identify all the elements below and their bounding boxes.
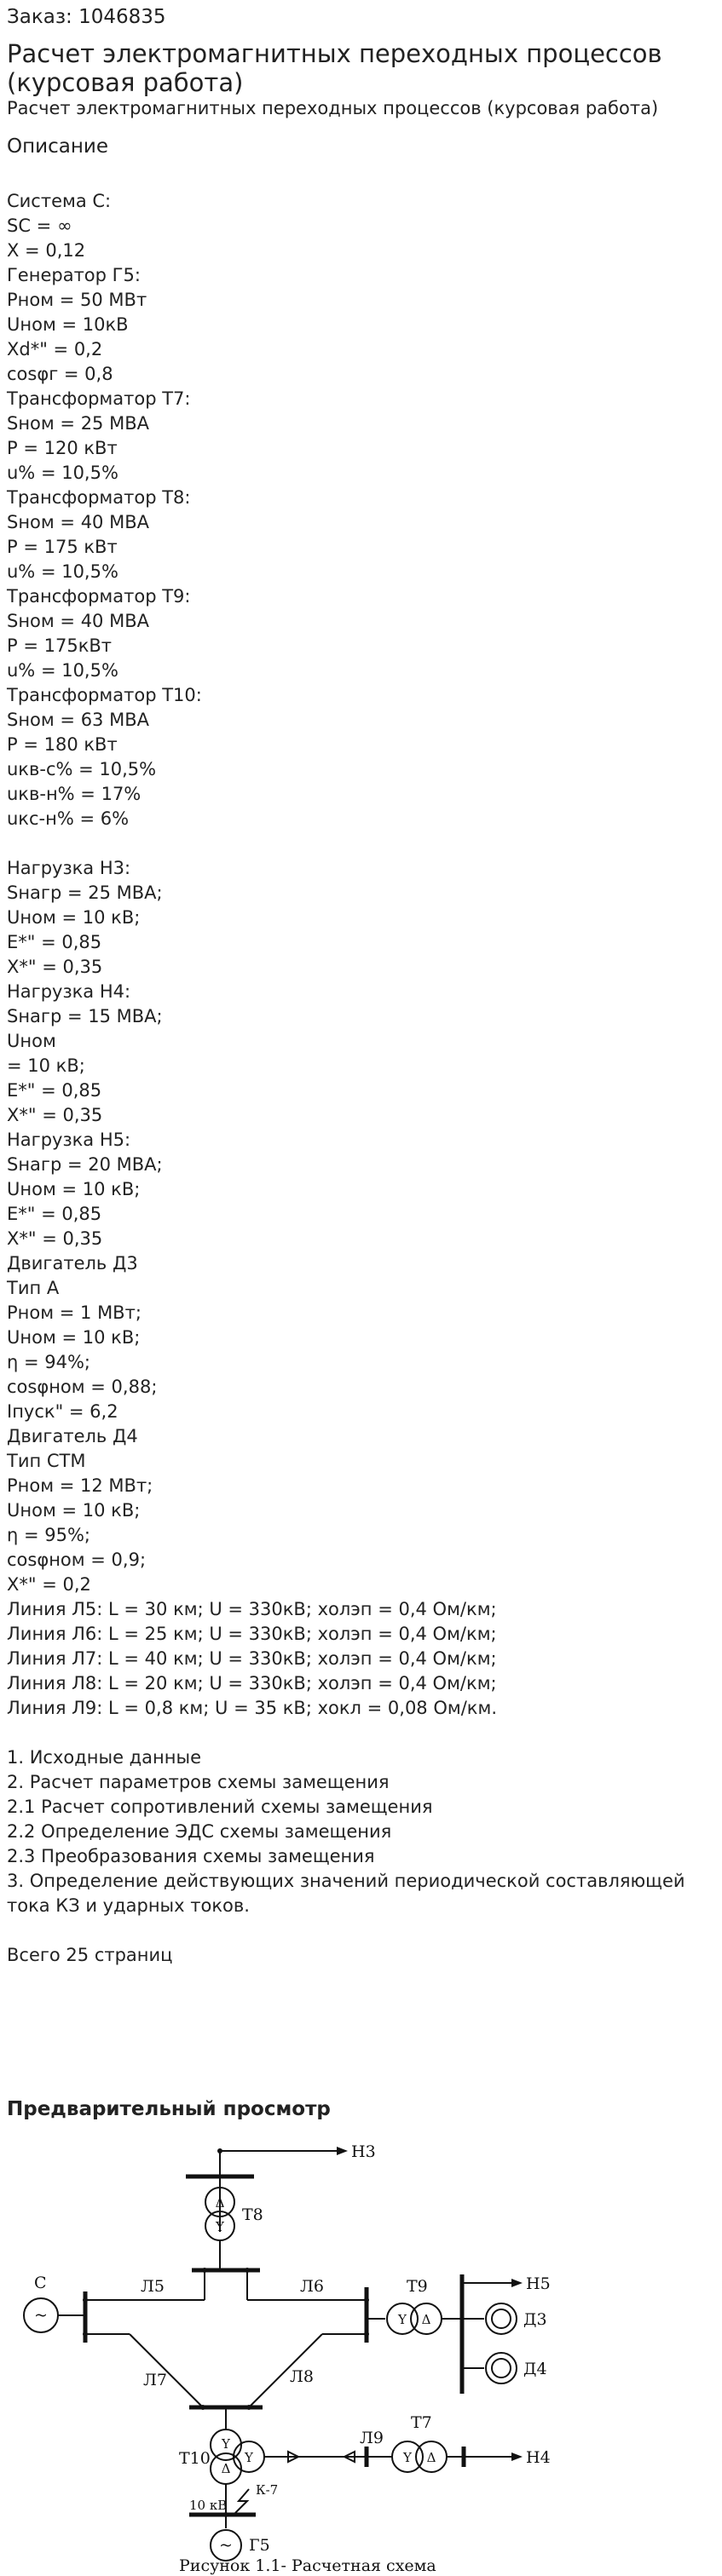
- desc-line: Uном = 10 кВ;: [7, 1179, 141, 1199]
- label-10kv: 10 кВ: [189, 2498, 228, 2513]
- label-l7: Л7: [143, 2371, 167, 2389]
- desc-line: Система С:: [7, 191, 112, 211]
- desc-line: Тип СТМ: [7, 1451, 86, 1471]
- scheme-caption: Рисунок 1.1- Расчетная схема: [179, 2556, 436, 2575]
- motor-d4-inner: [492, 2359, 511, 2378]
- load-arrow-h3: [337, 2147, 348, 2155]
- desc-line: P = 175 кВт: [7, 537, 118, 557]
- desc-line: Линия Л8: L = 20 км; U = 330кВ; xолэп = 0,4 Ом/км;: [7, 1673, 497, 1693]
- desc-line: Pном = 50 МВт: [7, 290, 147, 310]
- motor-d4: [486, 2353, 517, 2383]
- desc-line: Sном = 40 МВА: [7, 512, 149, 532]
- desc-line: X*" = 0,35: [7, 1105, 103, 1125]
- desc-line: Трансформатор Т10:: [7, 685, 202, 705]
- desc-line: 2.3 Преобразования схемы замещения: [7, 1846, 375, 1866]
- preview-title: Предварительный просмотр: [7, 2098, 331, 2120]
- desc-line: u% = 10,5%: [7, 463, 118, 483]
- desc-line: uкв-с% = 10,5%: [7, 759, 157, 779]
- desc-line: Xd*" = 0,2: [7, 339, 103, 359]
- delta-symbol: Δ: [426, 2450, 436, 2465]
- label-g5: Г5: [249, 2536, 270, 2555]
- fault-arrow-k7: [235, 2489, 249, 2513]
- desc-line: E*" = 0,85: [7, 932, 102, 952]
- delta-symbol: Δ: [221, 2461, 231, 2476]
- desc-line: Трансформатор Т8:: [7, 487, 191, 508]
- node: [83, 2297, 88, 2303]
- desc-line: Uном: [7, 1031, 56, 1051]
- motor-d3-inner: [492, 2309, 511, 2328]
- wye-symbol: Y: [245, 2450, 253, 2465]
- desc-line: P = 180 кВт: [7, 734, 118, 755]
- desc-line: Sном = 40 МВА: [7, 611, 149, 631]
- label-h4: Н4: [526, 2448, 551, 2467]
- desc-line: SC = ∞: [7, 216, 72, 236]
- desc-line: Нагрузка Н4:: [7, 981, 131, 1002]
- desc-line: Sном = 63 МВА: [7, 710, 149, 730]
- desc-line: [7, 1721, 719, 1745]
- desc-line: X*" = 0,35: [7, 957, 103, 977]
- desc-line: η = 94%;: [7, 1352, 91, 1372]
- desc-line: Линия Л6: L = 25 км; U = 330кВ; xолэп = 0,4 Ом/км;: [7, 1624, 497, 1644]
- desc-line: Sнагр = 20 МВА;: [7, 1154, 163, 1175]
- node: [200, 2405, 205, 2410]
- desc-line: Нагрузка Н3:: [7, 858, 131, 878]
- desc-line: η = 95%;: [7, 1525, 91, 1545]
- desc-line: u% = 10,5%: [7, 660, 118, 681]
- label-l9: Л9: [360, 2429, 384, 2447]
- desc-line: = 10 кВ;: [7, 1055, 85, 1076]
- ac-symbol: ~: [219, 2536, 233, 2555]
- desc-line: 1. Исходные данные: [7, 1747, 202, 1768]
- wye-symbol: Y: [222, 2436, 230, 2452]
- node: [364, 2297, 369, 2303]
- desc-line: P = 120 кВт: [7, 438, 118, 458]
- page-title: Расчет электромагнитных переходных процессов (курсовая работа): [7, 39, 662, 97]
- desc-line: Линия Л5: L = 30 км; U = 330кВ; xолэп = 0,4 Ом/км;: [7, 1599, 497, 1619]
- order-number: Заказ: 1046835: [7, 6, 166, 28]
- desc-line: E*" = 0,85: [7, 1204, 102, 1224]
- desc-line: P = 175кВт: [7, 635, 113, 656]
- desc-line: Sнагр = 15 МВА;: [7, 1006, 163, 1026]
- label-c: С: [34, 2274, 47, 2292]
- desc-line: Нагрузка Н5:: [7, 1130, 131, 1150]
- desc-line: 2.1 Расчет сопротивлений схемы замещения: [7, 1797, 433, 1817]
- ac-symbol: ~: [34, 2306, 48, 2325]
- label-k7: К-7: [256, 2482, 279, 2498]
- desc-line: Uном = 10 кВ;: [7, 1500, 141, 1521]
- desc-line: Iпуск" = 6,2: [7, 1401, 118, 1422]
- calculation-scheme-diagram: [0, 2130, 722, 2576]
- label-t9: Т9: [407, 2277, 428, 2296]
- desc-line: Линия Л7: L = 40 км; U = 330кВ; xолэп = 0,4 Ом/км;: [7, 1648, 497, 1669]
- desc-line: Uном = 10кВ: [7, 314, 129, 335]
- desc-line: 2.2 Определение ЭДС схемы замещения: [7, 1821, 392, 1842]
- desc-line: Pном = 1 МВт;: [7, 1302, 142, 1323]
- delta-symbol: Δ: [215, 2195, 225, 2211]
- desc-line: Uном = 10 кВ;: [7, 1327, 141, 1348]
- desc-line: cosφг = 0,8: [7, 364, 113, 384]
- label-l5: Л5: [141, 2277, 165, 2296]
- desc-line: X*" = 0,35: [7, 1228, 103, 1249]
- desc-line: Генератор Г5:: [7, 265, 141, 285]
- desc-line: [7, 1918, 719, 1943]
- desc-line: Трансформатор Т7:: [7, 388, 191, 409]
- node: [246, 2405, 251, 2410]
- delta-symbol: Δ: [421, 2312, 431, 2327]
- wye-symbol: Y: [216, 2219, 224, 2234]
- desc-line: X*" = 0,2: [7, 1574, 91, 1595]
- motor-d3: [486, 2303, 517, 2334]
- desc-line: E*" = 0,85: [7, 1080, 102, 1101]
- page-subtitle: Расчет электромагнитных переходных процессов (курсовая работа): [7, 98, 659, 118]
- label-t8: Т8: [242, 2205, 263, 2224]
- load-arrow-h5: [511, 2279, 523, 2287]
- label-l8: Л8: [290, 2367, 314, 2386]
- label-l6: Л6: [300, 2277, 324, 2296]
- desc-line: Линия Л9: L = 0,8 км; U = 35 кВ; xокл = 0,08 Ом/км.: [7, 1698, 497, 1718]
- desc-line: Pном = 12 МВт;: [7, 1475, 153, 1496]
- desc-line: Uном = 10 кВ;: [7, 907, 141, 928]
- node: [217, 2148, 222, 2153]
- desc-line: Двигатель Д3: [7, 1253, 138, 1274]
- wye-symbol: Y: [403, 2450, 412, 2465]
- desc-line: Трансформатор Т9:: [7, 586, 191, 607]
- label-h3: Н3: [351, 2142, 376, 2161]
- load-arrow-h4: [511, 2452, 523, 2461]
- description-label: Описание: [7, 135, 108, 158]
- desc-line: Тип А: [7, 1278, 60, 1298]
- desc-line: uкс-н% = 6%: [7, 808, 130, 829]
- desc-line: X = 0,12: [7, 240, 86, 261]
- description-text: [7, 189, 719, 1968]
- desc-line: cosφном = 0,88;: [7, 1377, 158, 1397]
- desc-line: 3. Определение действующих значений периодической составляющей тока КЗ и ударных токов.: [7, 1871, 685, 1916]
- label-t10: Т10: [179, 2449, 211, 2468]
- label-h5: Н5: [526, 2274, 551, 2293]
- label-t7: Т7: [411, 2413, 432, 2432]
- desc-line: Sном = 25 МВА: [7, 413, 149, 434]
- desc-line: 2. Расчет параметров схемы замещения: [7, 1772, 390, 1792]
- desc-line: Всего 25 страниц: [7, 1945, 173, 1965]
- label-d3: Д3: [523, 2310, 547, 2329]
- desc-line: cosφном = 0,9;: [7, 1550, 147, 1570]
- label-d4: Д4: [523, 2360, 547, 2378]
- desc-line: Sнагр = 25 МВА;: [7, 883, 163, 903]
- wye-symbol: Y: [398, 2312, 407, 2327]
- desc-line: [7, 831, 719, 856]
- desc-line: uкв-н% = 17%: [7, 784, 142, 804]
- desc-line: u% = 10,5%: [7, 561, 118, 582]
- desc-line: Двигатель Д4: [7, 1426, 138, 1446]
